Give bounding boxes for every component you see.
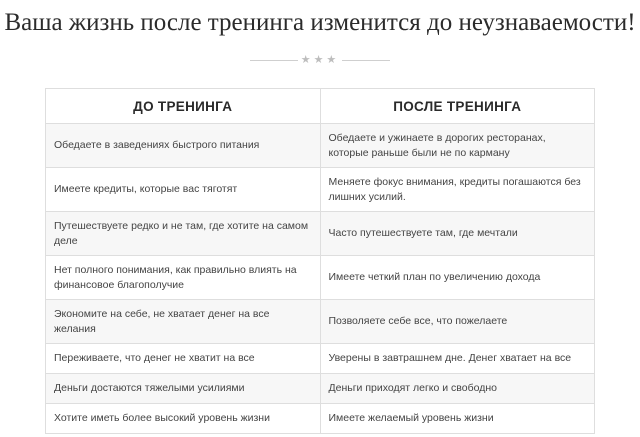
table-row xyxy=(46,168,595,212)
cell-before: Обедаете в заведениях быстрого питания xyxy=(46,124,321,168)
cell-after: Имеете желаемый уровень жизни xyxy=(320,404,595,434)
divider-line-right xyxy=(342,60,390,61)
decorative-divider xyxy=(250,53,390,67)
column-header-before: ДО ТРЕНИНГА xyxy=(46,89,321,124)
cell-before: Экономите на себе, не хватает денег на все желания xyxy=(46,300,321,344)
cell-after: Деньги приходят легко и свободно xyxy=(320,374,595,404)
cell-before: Деньги достаются тяжелыми усилиями xyxy=(46,374,321,404)
cell-before: Нет полного понимания, как правильно влиять на финансовое благополучие xyxy=(46,256,321,300)
cell-after: Имеете четкий план по увеличению дохода xyxy=(320,256,595,300)
cell-before: Имеете кредиты, которые вас тяготят xyxy=(46,168,321,212)
cell-after: Позволяете себе все, что пожелаете xyxy=(320,300,595,344)
cell-after: Часто путешествуете там, где мечтали xyxy=(320,212,595,256)
table-row xyxy=(46,212,595,256)
cell-after: Обедаете и ужинаете в дорогих ресторанах, которые раньше были не по карману xyxy=(320,124,595,168)
table-row xyxy=(46,374,595,404)
cell-after: Уверены в завтрашнем дне. Денег хватает на все xyxy=(320,344,595,374)
cell-before: Хотите иметь более высокий уровень жизни xyxy=(46,404,321,434)
table-header-row xyxy=(46,89,595,124)
star-icons: ★★★ xyxy=(300,54,340,66)
column-header-after: ПОСЛЕ ТРЕНИНГА xyxy=(320,89,595,124)
table-row xyxy=(46,344,595,374)
table-row xyxy=(46,124,595,168)
cell-after: Меняете фокус внимания, кредиты погашаются без лишних усилий. xyxy=(320,168,595,212)
table-row xyxy=(46,404,595,434)
table-row xyxy=(46,300,595,344)
comparison-table xyxy=(45,88,595,434)
table-row xyxy=(46,256,595,300)
cell-before: Переживаете, что денег не хватит на все xyxy=(46,344,321,374)
cell-before: Путешествуете редко и не там, где хотите на самом деле xyxy=(46,212,321,256)
page-title: Ваша жизнь после тренинга изменится до неузнаваемости! xyxy=(4,9,636,36)
divider-line-left xyxy=(250,60,298,61)
